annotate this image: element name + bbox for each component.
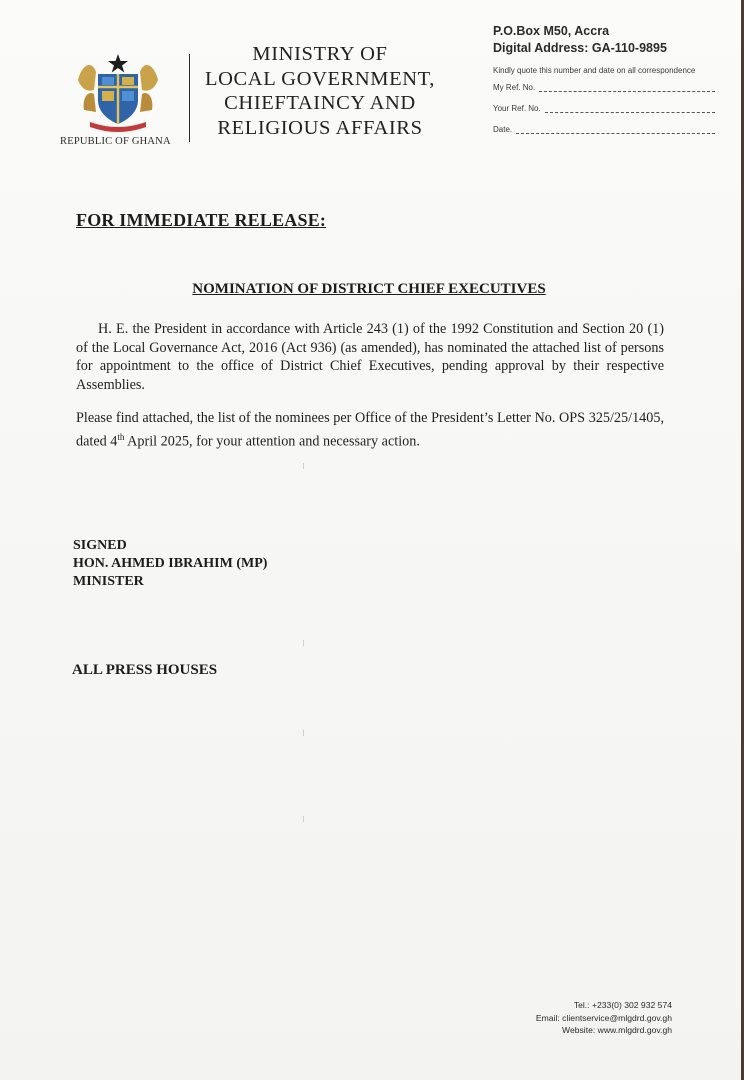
fold-mark [303, 730, 304, 736]
signatory-name: HON. AHMED IBRAHIM (MP) [73, 556, 268, 571]
quote-note: Kindly quote this number and date on all correspondence [493, 66, 696, 75]
ministry-line: RELIGIOUS AFFAIRS [217, 116, 423, 139]
signed-label: SIGNED [73, 538, 127, 553]
footer-website: Website: www.mlgdrd.gov.gh [561, 1025, 672, 1035]
subject-text: NOMINATION OF DISTRICT CHIEF EXECUTIVES [192, 281, 546, 297]
republic-label: REPUBLIC OF GHANA [60, 136, 171, 147]
coat-of-arms-icon [72, 50, 164, 132]
fold-mark [303, 640, 304, 646]
paragraph-2-text: Please find attached, the list of the nominees per Office of the President’s Letter No. OPS 325/25/1405, dated 4 [76, 410, 664, 450]
your-ref-field [493, 103, 715, 113]
po-box: P.O.Box M50, Accra [493, 24, 610, 38]
ministry-line: MINISTRY OF [252, 43, 388, 65]
date-suffix: th [117, 431, 125, 442]
footer-email: Email: clientservice@mlgdrd.gov.gh [535, 1012, 672, 1023]
address-block [493, 23, 667, 57]
footer-tel: Tel.: +233(0) 302 932 574 [573, 1000, 672, 1010]
subject-title [0, 281, 744, 298]
recipients: ALL PRESS HOUSES [72, 662, 218, 678]
my-ref-label: My Ref. No. [493, 83, 536, 92]
my-ref-line [539, 82, 715, 92]
your-ref-label: Your Ref. No. [493, 104, 541, 113]
contact-footer [536, 999, 672, 1037]
my-ref-field [493, 82, 715, 92]
digital-address: Digital Address: GA-110-9895 [493, 41, 667, 55]
paragraph-2-text-end: April 2025, for your attention and necessary action. [124, 433, 420, 450]
date-field [493, 124, 715, 134]
ministry-line: LOCAL GOVERNMENT, [205, 67, 435, 90]
paragraph-2 [76, 409, 664, 451]
signature-block [73, 537, 267, 591]
letterhead-divider [189, 54, 190, 142]
ministry-name [198, 42, 442, 140]
fold-mark [303, 463, 304, 469]
date-line [516, 124, 715, 134]
paragraph-1: H. E. the President in accordance with Article 243 (1) of the 1992 Constitution and Section 20 (1) of the Local Governance Act, 2016 (Act 936) (as amended), has nominated the attached list of persons for appointment to the office of District Chief Executives, pending approval by their respective Assemblies. [76, 321, 664, 393]
ministry-line: CHIEFTAINCY AND [224, 92, 416, 114]
your-ref-line [545, 103, 715, 113]
fold-mark [303, 816, 304, 822]
date-label: Date. [493, 125, 513, 134]
signatory-title: MINISTER [73, 574, 144, 589]
release-heading: FOR IMMEDIATE RELEASE: [76, 210, 327, 230]
